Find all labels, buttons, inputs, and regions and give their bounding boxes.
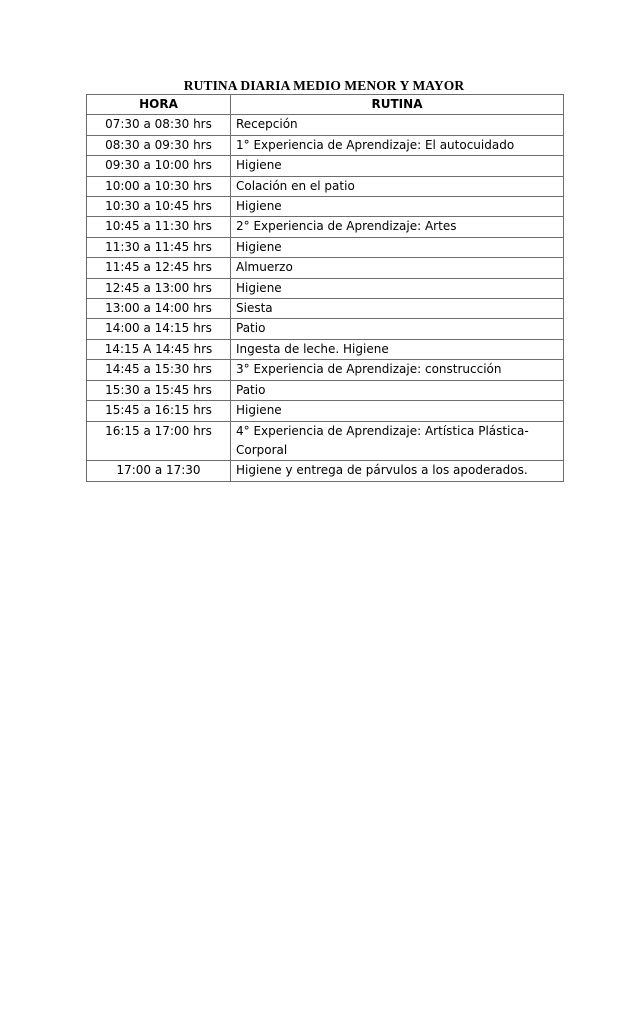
activity-cell: Higiene: [231, 237, 564, 257]
table-header-row: [87, 95, 564, 115]
table-row: [87, 360, 564, 380]
activity-cell: Higiene: [231, 401, 564, 421]
table-row: [87, 401, 564, 421]
header-hora: HORA: [87, 95, 231, 115]
time-cell: 11:30 a 11:45 hrs: [87, 237, 231, 257]
time-cell: 15:45 a 16:15 hrs: [87, 401, 231, 421]
table-row: [87, 115, 564, 135]
table-row: [87, 299, 564, 319]
time-cell: 10:45 a 11:30 hrs: [87, 217, 231, 237]
table-body: [87, 115, 564, 481]
activity-cell: 4° Experiencia de Aprendizaje: Artística Plástica-Corporal: [231, 421, 564, 461]
time-cell: 08:30 a 09:30 hrs: [87, 135, 231, 155]
time-cell: 14:15 A 14:45 hrs: [87, 339, 231, 359]
table-row: [87, 135, 564, 155]
activity-cell: Recepción: [231, 115, 564, 135]
activity-cell: Higiene: [231, 197, 564, 217]
table-row: [87, 319, 564, 339]
table-row: [87, 258, 564, 278]
table-row: [87, 339, 564, 359]
activity-cell: 2° Experiencia de Aprendizaje: Artes: [231, 217, 564, 237]
time-cell: 09:30 a 10:00 hrs: [87, 156, 231, 176]
time-cell: 16:15 a 17:00 hrs: [87, 421, 231, 461]
table-row: [87, 217, 564, 237]
time-cell: 13:00 a 14:00 hrs: [87, 299, 231, 319]
table-row: [87, 278, 564, 298]
time-cell: 17:00 a 17:30: [87, 461, 231, 481]
time-cell: 12:45 a 13:00 hrs: [87, 278, 231, 298]
activity-cell: 1° Experiencia de Aprendizaje: El autocuidado: [231, 135, 564, 155]
activity-cell: Ingesta de leche. Higiene: [231, 339, 564, 359]
activity-cell: Patio: [231, 380, 564, 400]
time-cell: 10:30 a 10:45 hrs: [87, 197, 231, 217]
time-cell: 15:30 a 15:45 hrs: [87, 380, 231, 400]
table-row: [87, 461, 564, 481]
activity-cell: Higiene: [231, 278, 564, 298]
activity-cell: Colación en el patio: [231, 176, 564, 196]
time-cell: 14:45 a 15:30 hrs: [87, 360, 231, 380]
time-cell: 07:30 a 08:30 hrs: [87, 115, 231, 135]
activity-cell: Higiene: [231, 156, 564, 176]
time-cell: 10:00 a 10:30 hrs: [87, 176, 231, 196]
table-row: [87, 237, 564, 257]
table-row: [87, 380, 564, 400]
table-row: [87, 176, 564, 196]
activity-cell: Almuerzo: [231, 258, 564, 278]
activity-cell: 3° Experiencia de Aprendizaje: construcción: [231, 360, 564, 380]
table-row: [87, 197, 564, 217]
activity-cell: Higiene y entrega de párvulos a los apoderados.: [231, 461, 564, 481]
routine-table: [86, 94, 564, 482]
header-rutina: RUTINA: [231, 95, 564, 115]
activity-cell: Patio: [231, 319, 564, 339]
table-row: [87, 156, 564, 176]
time-cell: 11:45 a 12:45 hrs: [87, 258, 231, 278]
activity-cell: Siesta: [231, 299, 564, 319]
time-cell: 14:00 a 14:15 hrs: [87, 319, 231, 339]
document-title: RUTINA DIARIA MEDIO MENOR Y MAYOR: [183, 78, 465, 93]
table-row: [87, 421, 564, 461]
